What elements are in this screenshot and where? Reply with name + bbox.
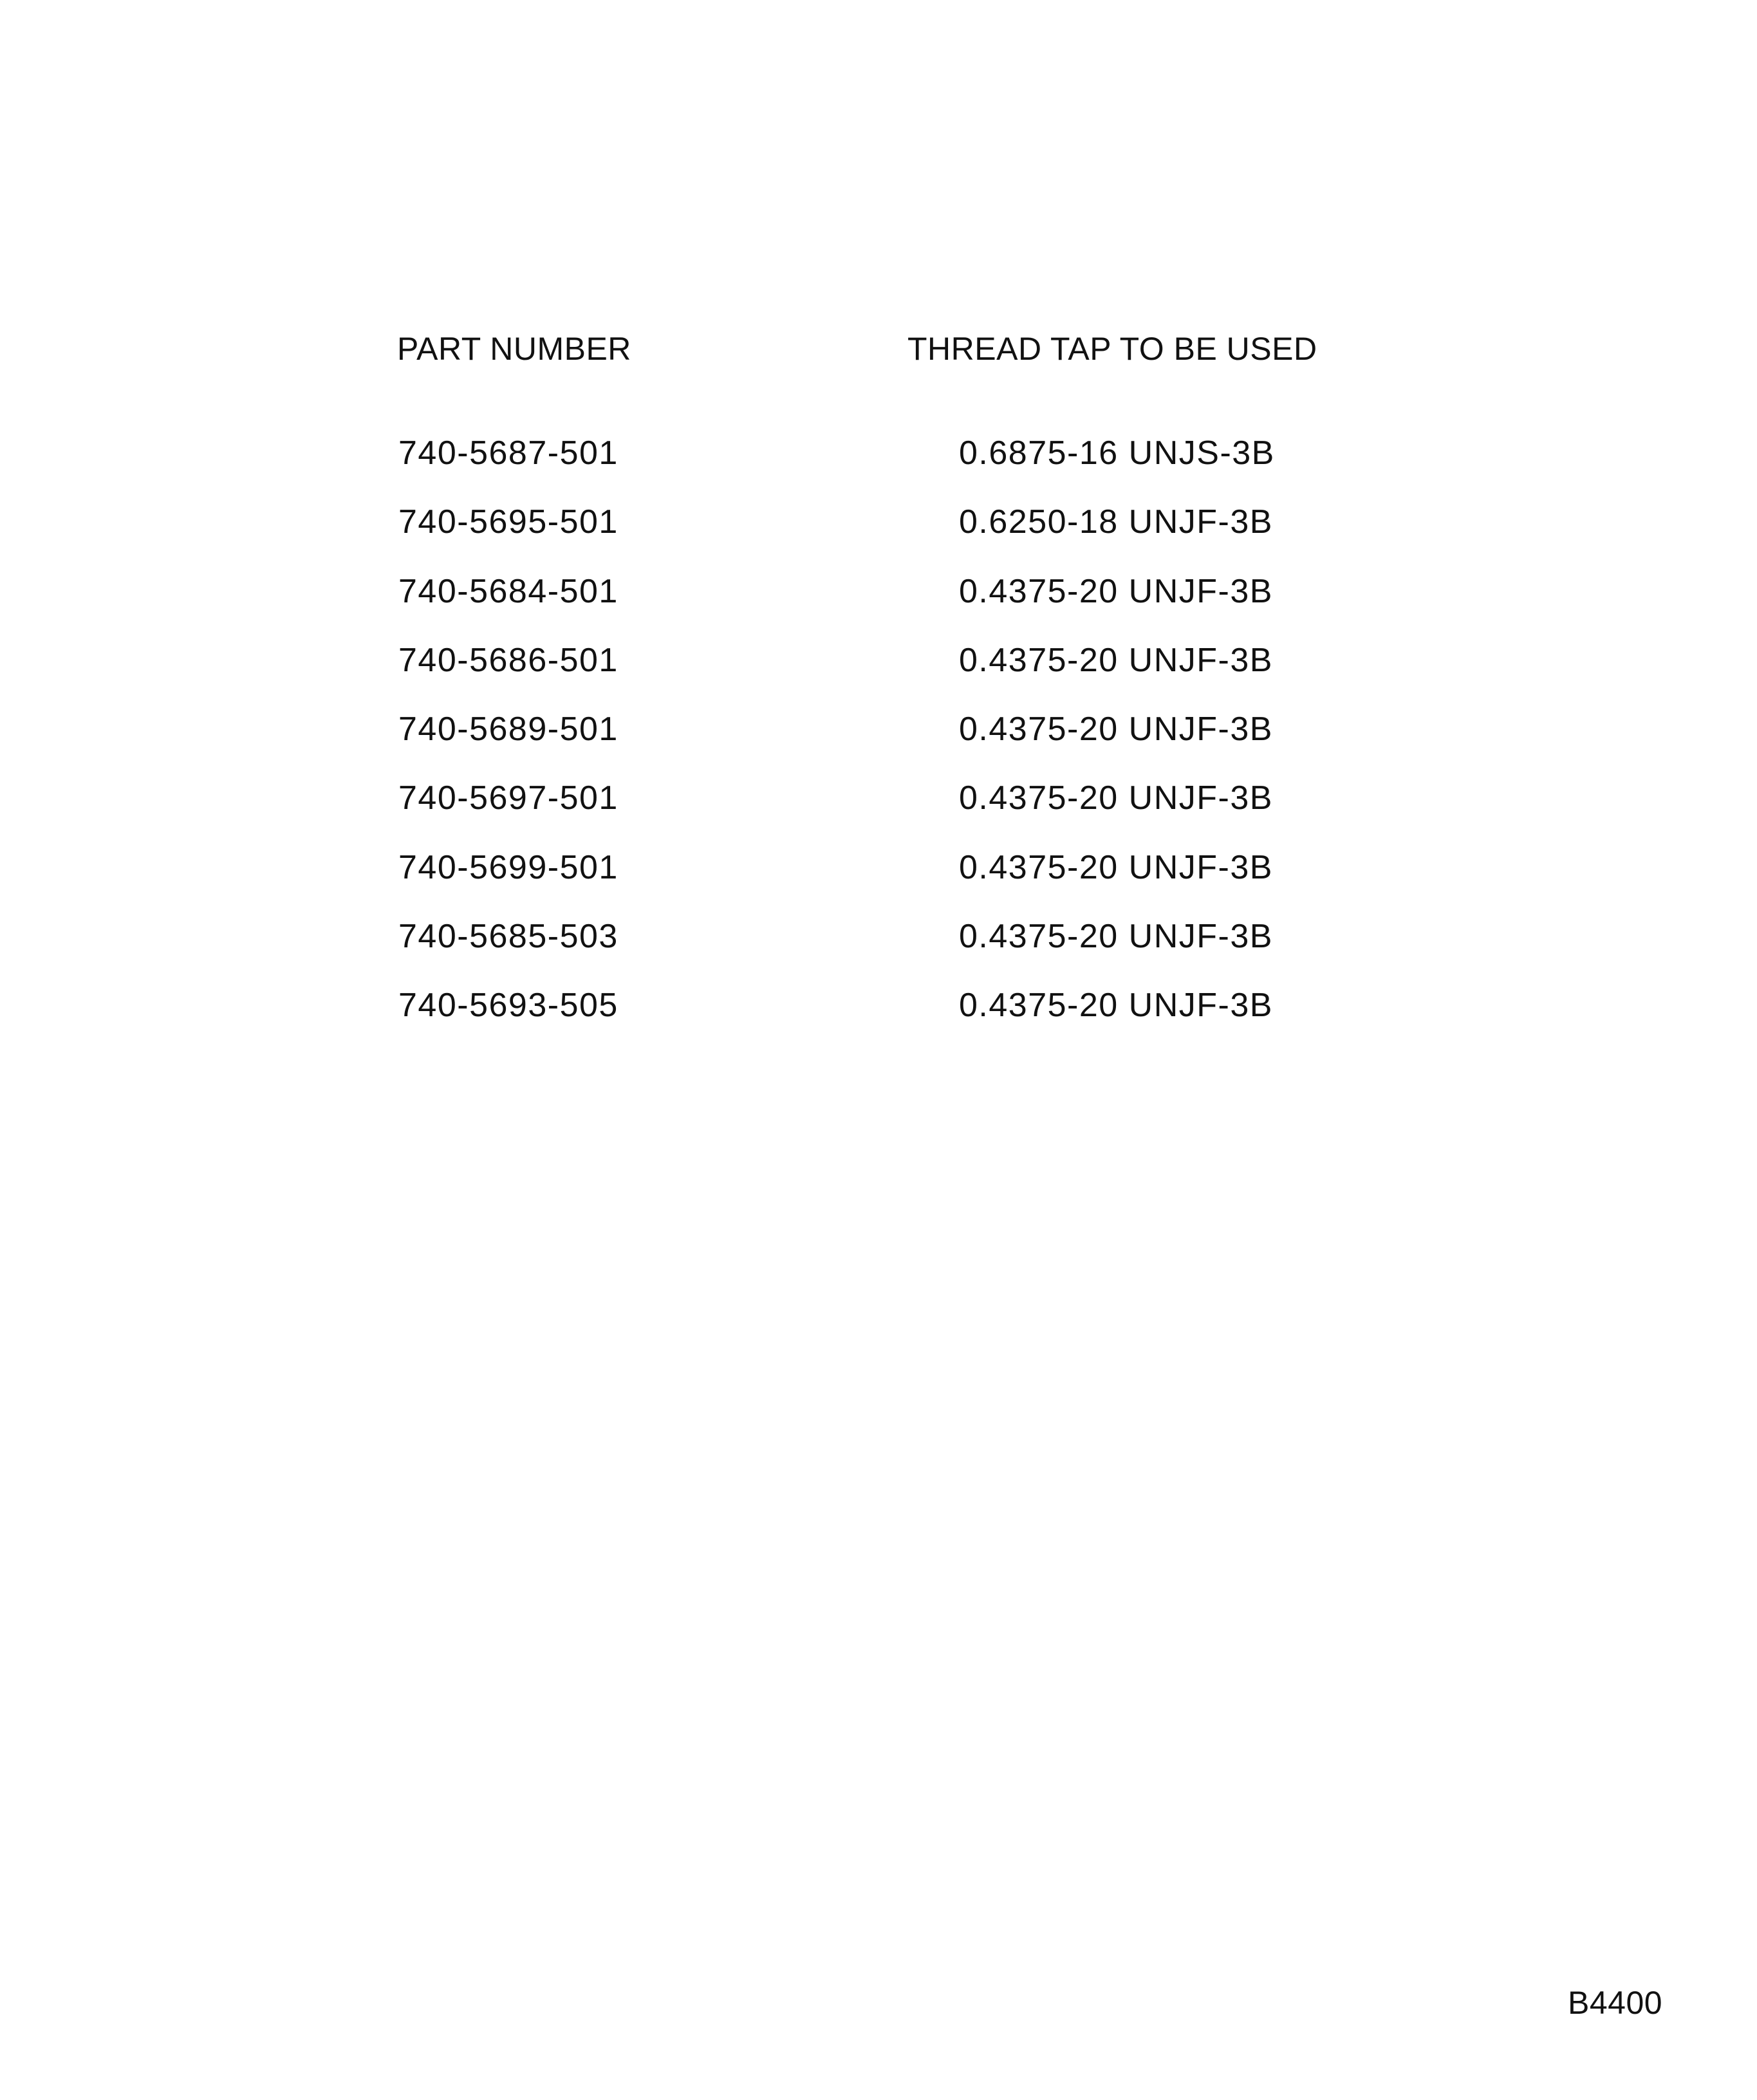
table-row bbox=[0, 985, 1757, 1054]
table-row bbox=[0, 501, 1757, 570]
thread-tap-cell: 0.4375-20 UNJF-3B bbox=[959, 711, 1273, 748]
table-row bbox=[0, 777, 1757, 846]
part-number-cell: 740-5684-501 bbox=[398, 572, 618, 610]
part-number-cell: 740-5686-501 bbox=[398, 641, 618, 679]
table-row bbox=[0, 847, 1757, 916]
part-number-cell: 740-5687-501 bbox=[398, 434, 618, 472]
thread-tap-cell: 0.4375-20 UNJF-3B bbox=[959, 848, 1273, 886]
part-number-cell: 740-5695-501 bbox=[398, 503, 618, 541]
table-row bbox=[0, 571, 1757, 640]
thread-tap-cell: 0.4375-20 UNJF-3B bbox=[959, 918, 1273, 956]
thread-tap-cell: 0.4375-20 UNJF-3B bbox=[959, 641, 1273, 679]
thread-tap-cell: 0.4375-20 UNJF-3B bbox=[959, 779, 1273, 817]
table-row bbox=[0, 709, 1757, 777]
part-table bbox=[0, 432, 1757, 1054]
part-number-cell: 740-5693-505 bbox=[398, 987, 618, 1025]
part-number-cell: 740-5689-501 bbox=[398, 711, 618, 748]
thread-tap-cell: 0.4375-20 UNJF-3B bbox=[959, 572, 1273, 610]
thread-tap-cell: 0.6875-16 UNJS-3B bbox=[959, 434, 1275, 472]
thread-tap-cell: 0.6250-18 UNJF-3B bbox=[959, 503, 1273, 541]
table-row bbox=[0, 640, 1757, 709]
part-number-cell: 740-5685-503 bbox=[398, 918, 618, 956]
part-number-cell: 740-5697-501 bbox=[398, 779, 618, 817]
part-number-header: PART NUMBER bbox=[397, 331, 631, 367]
part-number-cell: 740-5699-501 bbox=[398, 848, 618, 886]
table-row bbox=[0, 432, 1757, 501]
table-row bbox=[0, 916, 1757, 985]
thread-tap-header: THREAD TAP TO BE USED bbox=[907, 331, 1317, 367]
thread-tap-cell: 0.4375-20 UNJF-3B bbox=[959, 987, 1273, 1025]
figure-id: B4400 bbox=[1568, 1985, 1663, 2021]
